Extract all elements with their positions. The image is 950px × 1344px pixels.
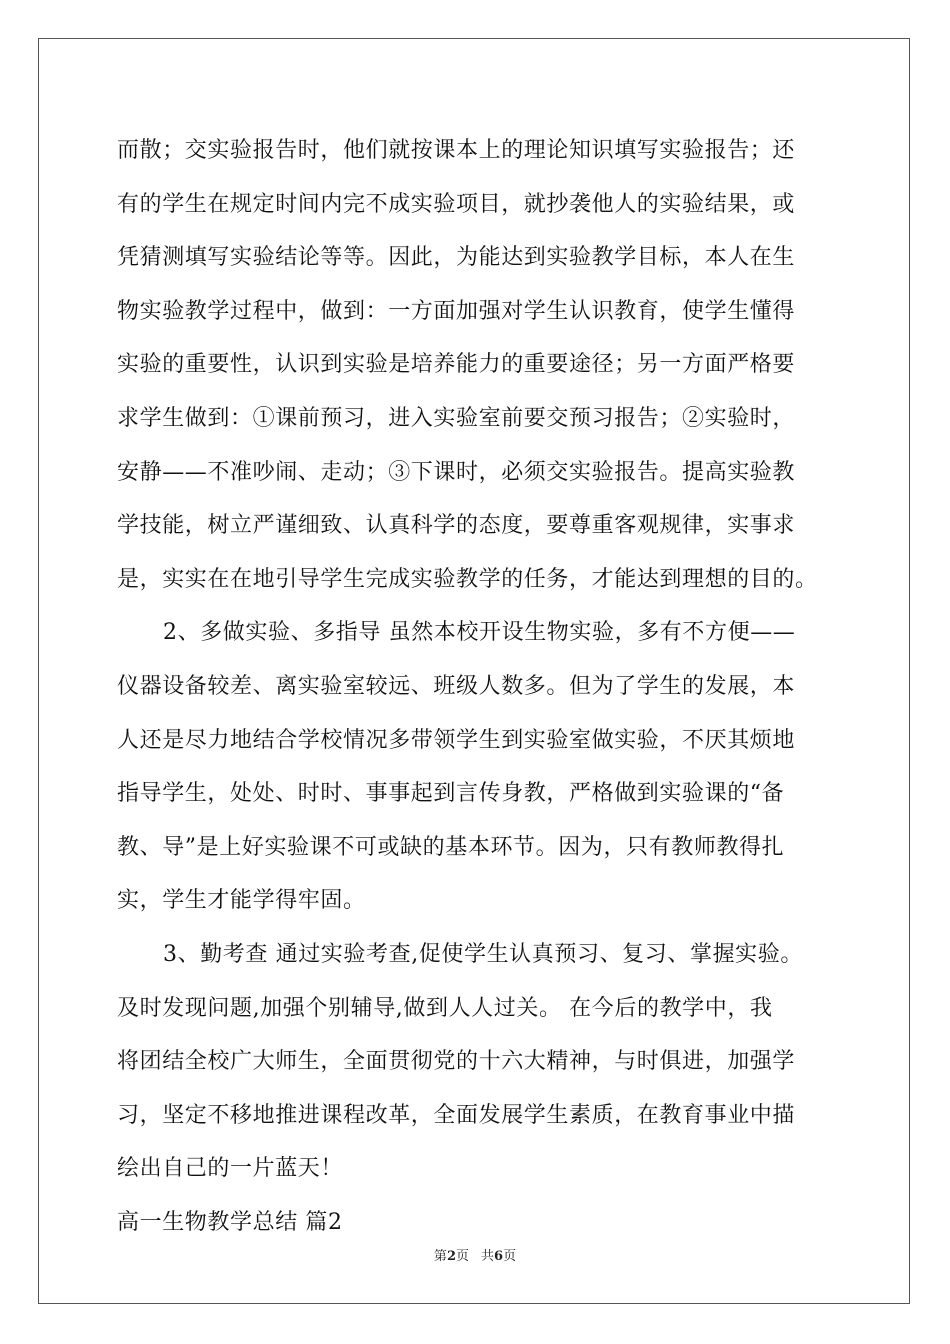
text-line: 实，学生才能学得牢固。	[117, 888, 366, 914]
text-line: 是，实实在在地引导学生完成实验教学的任务，才能达到理想的目的。	[117, 566, 818, 592]
text-line: 求学生做到：①课前预习，进入实验室前要交预习报告；②实验时，	[117, 405, 796, 431]
page-number: 2	[446, 1249, 456, 1264]
page-suffix: 页	[455, 1249, 469, 1264]
text-line: 及时发现问题,加强个别辅导,做到人人过关。 在今后的教学中，我	[117, 995, 773, 1021]
text-line: 将团结全校广大师生，全面贯彻党的十六大精神，与时俱进，加强学	[117, 1049, 796, 1075]
text-line: 学技能，树立严谨细致、认真科学的态度，要尊重客观规律，实事求	[117, 513, 796, 539]
text-line: 物实验教学过程中，做到：一方面加强对学生认识教育，使学生懂得	[117, 298, 796, 324]
paragraph-start-line: 3、勤考查 通过实验考查,促使学生认真预习、复习、掌握实验。	[163, 941, 803, 967]
text-line: 仪器设备较差、离实验室较远、班级人数多。但为了学生的发展，本	[117, 673, 796, 699]
text-line: 教、导”是上好实验课不可或缺的基本环节。因为，只有教师教得扎	[117, 834, 785, 860]
total-prefix: 共	[481, 1249, 495, 1264]
page-prefix: 第	[433, 1249, 447, 1264]
page-footer	[0, 1248, 950, 1266]
text-line: 凭猜测填写实验结论等等。因此，为能达到实验教学目标，本人在生	[117, 245, 796, 271]
section-heading: 高一生物教学总结 篇2	[117, 1209, 343, 1235]
text-line: 有的学生在规定时间内完不成实验项目，就抄袭他人的实验结果，或	[117, 191, 796, 217]
text-line: 绘出自己的一片蓝天！	[117, 1156, 344, 1182]
text-line: 实验的重要性，认识到实验是培养能力的重要途径；另一方面严格要	[117, 352, 796, 378]
text-line: 人还是尽力地结合学校情况多带领学生到实验室做实验，不厌其烦地	[117, 727, 796, 753]
text-line: 指导学生，处处、时时、事事起到言传身教，严格做到实验课的“备	[117, 781, 785, 807]
paragraph-start-line: 2、多做实验、多指导 虽然本校开设生物实验，多有不方便——	[163, 620, 796, 646]
text-line: 而散；交实验报告时，他们就按课本上的理论知识填写实验报告；还	[117, 138, 796, 163]
text-line: 习，坚定不移地推进课程改革，全面发展学生素质，在教育事业中描	[117, 1102, 796, 1128]
total-pages: 6	[494, 1249, 504, 1264]
total-suffix: 页	[503, 1249, 517, 1264]
document-body	[117, 124, 837, 1249]
text-line: 安静——不准吵闹、走动；③下课时，必须交实验报告。提高实验教	[117, 459, 796, 485]
